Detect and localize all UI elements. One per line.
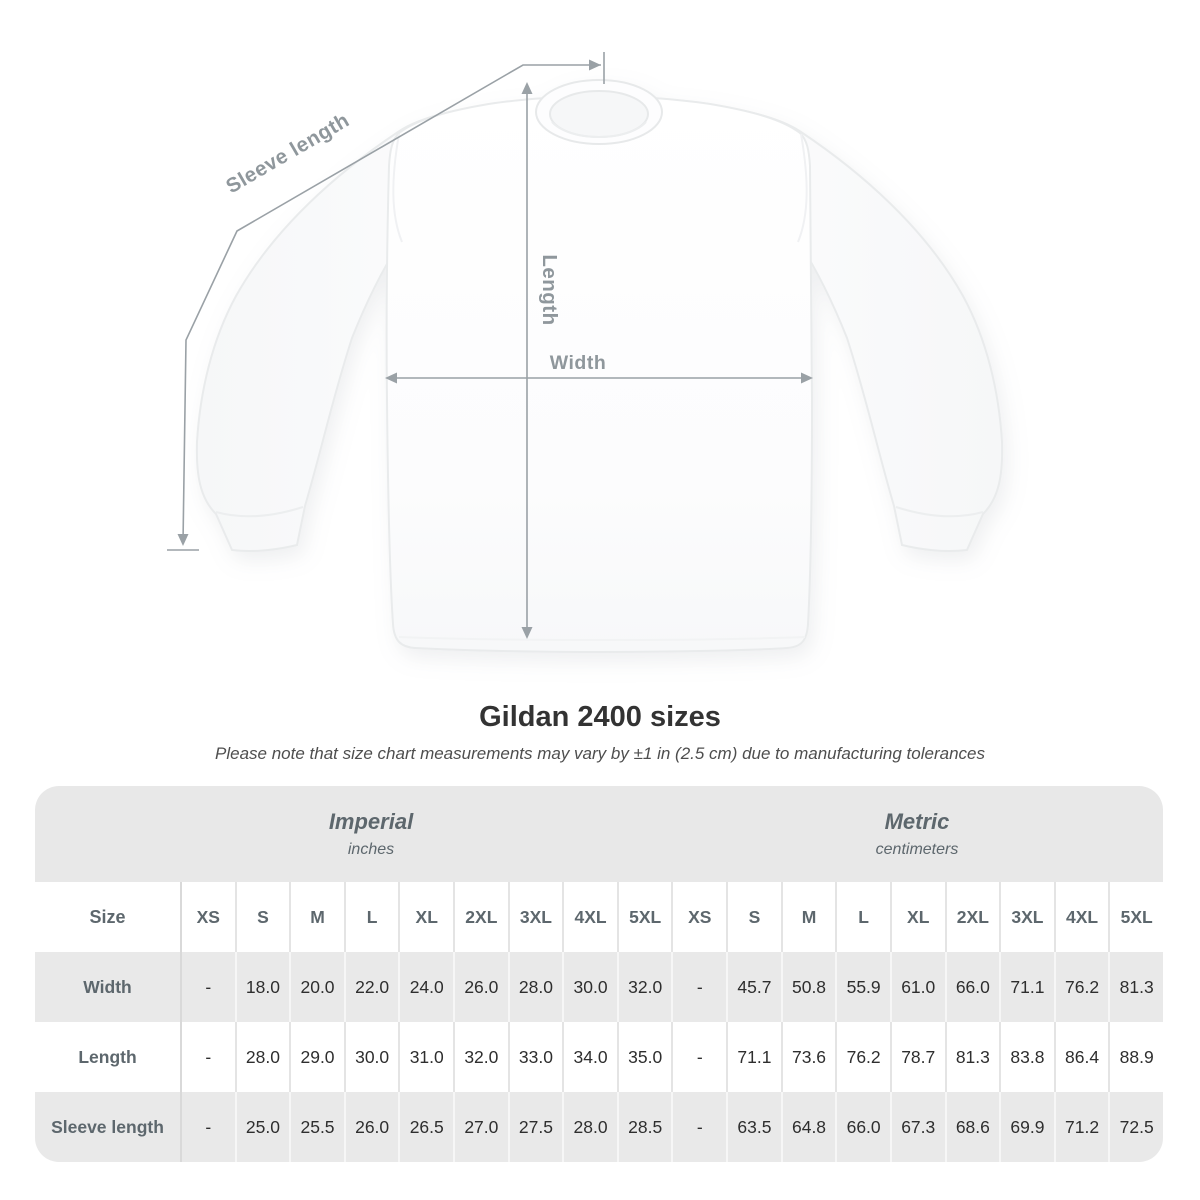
table-cell: 25.5	[289, 1092, 344, 1162]
table-cell: -	[180, 1092, 235, 1162]
table-cell: 34.0	[562, 1022, 617, 1092]
table-cell: 76.2	[835, 1022, 890, 1092]
table-cell: 73.6	[781, 1022, 836, 1092]
size-column-header-imperial-xs: XS	[180, 882, 235, 952]
size-column-header-metric-m: M	[781, 882, 836, 952]
size-column-header-metric-2xl: 2XL	[945, 882, 1000, 952]
table-cell: -	[180, 952, 235, 1022]
table-cell: 67.3	[890, 1092, 945, 1162]
table-cell: 20.0	[289, 952, 344, 1022]
imperial-section-unit: inches	[347, 841, 395, 858]
table-cell: 88.9	[1108, 1022, 1163, 1092]
size-column-header-metric-4xl: 4XL	[1054, 882, 1109, 952]
table-cell: 33.0	[508, 1022, 563, 1092]
table-cell: 30.0	[562, 952, 617, 1022]
table-cell: 29.0	[289, 1022, 344, 1092]
table-cell: 32.0	[617, 952, 672, 1022]
table-cell: 69.9	[999, 1092, 1054, 1162]
table-cell: 55.9	[835, 952, 890, 1022]
table-cell: 27.5	[508, 1092, 563, 1162]
size-column-header-metric-5xl: 5XL	[1108, 882, 1163, 952]
size-column-header-imperial-5xl: 5XL	[617, 882, 672, 952]
table-cell: 68.6	[945, 1092, 1000, 1162]
table-cell: 27.0	[453, 1092, 508, 1162]
sleeve-arrow-right	[589, 60, 601, 71]
unit-section-band	[35, 786, 1163, 882]
table-cell: 22.0	[344, 952, 399, 1022]
table-cell: -	[671, 952, 726, 1022]
table-cell: 28.0	[562, 1092, 617, 1162]
table-cell: 26.0	[453, 952, 508, 1022]
sleeve-length-label: Sleeve length	[222, 108, 354, 199]
size-header-row	[35, 882, 1163, 952]
table-cell: -	[180, 1022, 235, 1092]
table-cell: 86.4	[1054, 1022, 1109, 1092]
length-label: Length	[538, 254, 561, 326]
size-column-header-metric-l: L	[835, 882, 890, 952]
sleeve-arrow-down	[178, 534, 189, 546]
size-column-header-imperial-4xl: 4XL	[562, 882, 617, 952]
table-cell: 81.3	[1108, 952, 1163, 1022]
table-cell: 28.5	[617, 1092, 672, 1162]
table-cell: 71.1	[999, 952, 1054, 1022]
size-corner-label: Size	[89, 906, 126, 927]
table-cell: -	[671, 1022, 726, 1092]
size-column-header-imperial-s: S	[235, 882, 290, 952]
table-cell: 18.0	[235, 952, 290, 1022]
tolerance-note: Please note that size chart measurements may vary by ±1 in (2.5 cm) due to manufacturing tolerances	[215, 744, 985, 763]
table-cell: 50.8	[781, 952, 836, 1022]
table-cell: 61.0	[890, 952, 945, 1022]
table-cell: 78.7	[890, 1022, 945, 1092]
table-cell: 81.3	[945, 1022, 1000, 1092]
metric-section-title: Metric	[884, 809, 950, 834]
table-cell: 28.0	[508, 952, 563, 1022]
width-label: Width	[549, 352, 607, 374]
length-arrow-up	[522, 82, 533, 94]
size-column-header-metric-s: S	[726, 882, 781, 952]
table-cell: 71.1	[726, 1022, 781, 1092]
table-cell: 30.0	[344, 1022, 399, 1092]
table-cell: 83.8	[999, 1022, 1054, 1092]
size-column-header-metric-3xl: 3XL	[999, 882, 1054, 952]
size-column-header-imperial-xl: XL	[398, 882, 453, 952]
metric-section-header	[671, 786, 1163, 882]
row-label: Width	[83, 976, 132, 997]
table-cell: 66.0	[835, 1092, 890, 1162]
table-cell: 31.0	[398, 1022, 453, 1092]
table-cell: 76.2	[1054, 952, 1109, 1022]
table-row-length	[35, 1022, 1163, 1092]
page-title: Gildan 2400 sizes	[479, 701, 721, 733]
size-table	[35, 786, 1163, 1162]
row-label: Length	[78, 1046, 137, 1067]
size-column-header-metric-xl: XL	[890, 882, 945, 952]
table-cell: 63.5	[726, 1092, 781, 1162]
table-cell: 35.0	[617, 1022, 672, 1092]
size-column-header-imperial-2xl: 2XL	[453, 882, 508, 952]
row-label: Sleeve length	[51, 1116, 164, 1137]
table-cell: 45.7	[726, 952, 781, 1022]
table-cell: 24.0	[398, 952, 453, 1022]
imperial-section-header	[35, 786, 671, 882]
table-cell: 26.0	[344, 1092, 399, 1162]
table-cell: 28.0	[235, 1022, 290, 1092]
shirt-body	[387, 96, 812, 652]
size-table-body	[35, 882, 1163, 1162]
table-cell: 71.2	[1054, 1092, 1109, 1162]
table-cell: 64.8	[781, 1092, 836, 1162]
imperial-section-title: Imperial	[328, 809, 414, 834]
table-cell: 32.0	[453, 1022, 508, 1092]
size-column-header-imperial-m: M	[289, 882, 344, 952]
table-row-sleeve-length	[35, 1092, 1163, 1162]
metric-section-unit: centimeters	[875, 841, 959, 858]
table-cell: 25.0	[235, 1092, 290, 1162]
table-row-width	[35, 952, 1163, 1022]
size-column-header-metric-xs: XS	[671, 882, 726, 952]
table-cell: 66.0	[945, 952, 1000, 1022]
table-cell: -	[671, 1092, 726, 1162]
table-cell: 72.5	[1108, 1092, 1163, 1162]
size-column-header-imperial-l: L	[344, 882, 399, 952]
size-column-header-imperial-3xl: 3XL	[508, 882, 563, 952]
table-cell: 26.5	[398, 1092, 453, 1162]
